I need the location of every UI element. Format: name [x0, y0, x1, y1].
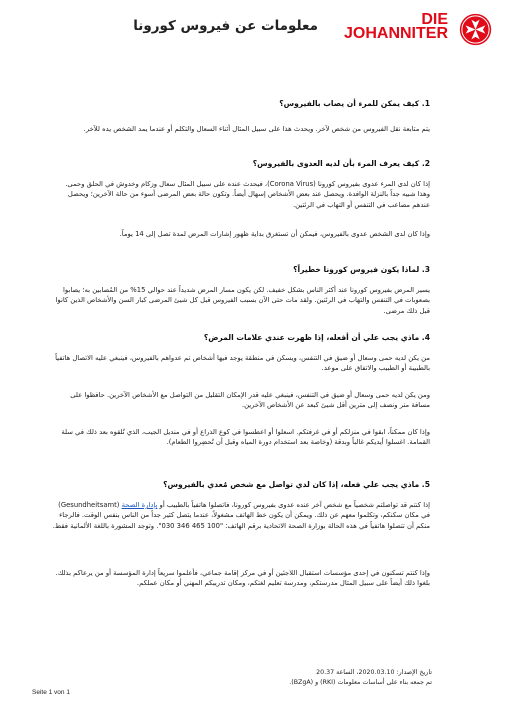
answer-5-paragraph-2: وإذا كنتم تسكنون في إحدى مؤسسات استقبال اللاجئين أو في مركز إقامة جماعي، فأعلموا سريعاً إدارة المؤسسة أو من يرعاكم بذلك. بلغوا ذلك أيضاً على سبيل المثال مدرستكم، ومدرسة تعليم لغتكم، ومكان تدريبكم المهني أو مكان عملكم.	[55, 569, 430, 588]
document-title: معلومات عن فيروس كورونا	[133, 18, 318, 34]
brand-line-1: DIE	[421, 11, 448, 28]
johanniter-cross-icon	[459, 13, 492, 46]
health-office-link[interactable]: بإدارة الصحة	[121, 501, 158, 509]
answer-1-paragraph-1: يتم متابعة نقل الفيروس من شخص لآخر. ويحدث هذا على سبيل المثال أثناء السعال والتكلم أو عندما يمد الشخص يده للآخر.	[83, 125, 430, 133]
answer-3-paragraph-1: يسير المرض بفيروس كورونا عند أكثر الناس بشكل خفيف. لكن يكون مسار المرض شديداً عند حوالي 15% من المُصابين به؛ يصابوا بصعوبات في التنفس والتهاب في الرئتين. ولقد مات حتى الآن بسبب الفيروس قبل كل شيئ المرضى كبار السن والأشخاص الذين كانوا قبل ذلك مرضى.	[55, 286, 430, 315]
source-note: تم جمعه بناء على أساسات معلومات (RKI) و (BZgA).	[289, 678, 432, 686]
question-2-heading: 2. كيف يعرف المرء بأن لديه العدوى بالفيروس؟	[252, 159, 430, 168]
answer-5-text-start: إذا كنتم قد تواصلتم شخصياً مع شخص آخر عنده عدوى بفيروس كورونا، فاتصلوا هاتفياً بالطبيب أو	[157, 501, 430, 509]
answer-2-paragraph-1: إذا كان لدى المرء عدوى بفيروس كورونا (Corona Virus)، فيحدث عنده على سبيل المثال سعال وزكام وخدوش في الحلق وحمى. وهذا شبيه جداً بالنزلة الوافدة. ويحصل عند بعض الأشخاص إسهال أيضاً. وتكون حالة بعض المرضى أسوء من حالة الآخرين؛ ويحصل عندهم مصاعب في التنفس أو التهاب في الرئتين.	[65, 180, 430, 209]
question-3-heading: 3. لماذا يكون فيروس كورونا خطيراً؟	[293, 265, 430, 274]
page-number: Seite 1 von 1	[32, 689, 70, 696]
answer-5-paragraph-1	[52, 500, 430, 531]
answer-4-paragraph-2: ومن يكن لديه حمى وسعال أو ضيق في التنفس، فينبغي عليه قدر الإمكان التقليل من التواصل مع الأشخاص الآخرين. حافظوا على مسافة متر ونصف إلى مترين أقل شيئ كبعد عن الأشخاص الآخرين.	[70, 391, 430, 410]
question-4-heading: 4. ماذي يجب علي أن أفعله، إذا ظهرت عندي علامات المرض؟	[203, 333, 430, 342]
footer-meta	[205, 668, 432, 687]
brand-line-2: JOHANNITER	[343, 25, 448, 42]
answer-5-text-end: (Gesundheitsamt) في مكان سكنكم، وتكلموا معهم عن ذلك. ويمكن أن يكون خط الهاتف مشغولاً، عندما يتصل كثير جداً من الناس بنفس الوقت. فالرجاء منكم أن تتصلوا هاتفياً في هذه الحالة بوزارة الصحة الاتحادية برقم الهاتف: "100 465 346 030". وتوجد المشورة باللغة الألمانية فقط.	[52, 501, 430, 530]
question-1-heading: 1. كيف يمكن للمرء أن يصاب بالفيروس؟	[279, 99, 430, 108]
document-header	[0, 0, 525, 60]
answer-2-paragraph-2: وإذا كان لدى الشخص عدوى بالفيروس، فيمكن أن تستغرق بداية ظهور إشارات المرض لمدة تصل إلى 14 يوماً.	[119, 230, 430, 238]
question-5-heading: 5. ماذي يجب علي فعله، إذا كان لدي تواصل مع شخص مُعدي بالفيروس؟	[163, 480, 430, 489]
answer-4-paragraph-3: وإذا كان ممكناً، ابقوا في منزلكم أو في غرفتكم. اسعلوا أو اعطسوا في كوع الذراع أو في منديل الجيب، الذي تُلقوه بعد ذلك في سلة القمامة. اغسلوا أيديكم غالباً وبدقة (وخاصة بعد استخدام دورة المياه وقبل أن تُحضِروا الطعام).	[61, 428, 430, 447]
answer-4-paragraph-1: من يكن لديه حمى وسعال أو ضيق في التنفس، ويسكن في منطقة يوجد فيها أشخاص تم عدواهم بالفيروس، فينبغي عليه الاتصال هاتفياً بالطبيبة أو الطبيب والاتفاق على موعد.	[55, 354, 430, 373]
issue-date: تاريخ الإصدار: 2020.03.10، الساعة 20.37	[316, 669, 432, 676]
brand-logo-text	[338, 13, 448, 41]
